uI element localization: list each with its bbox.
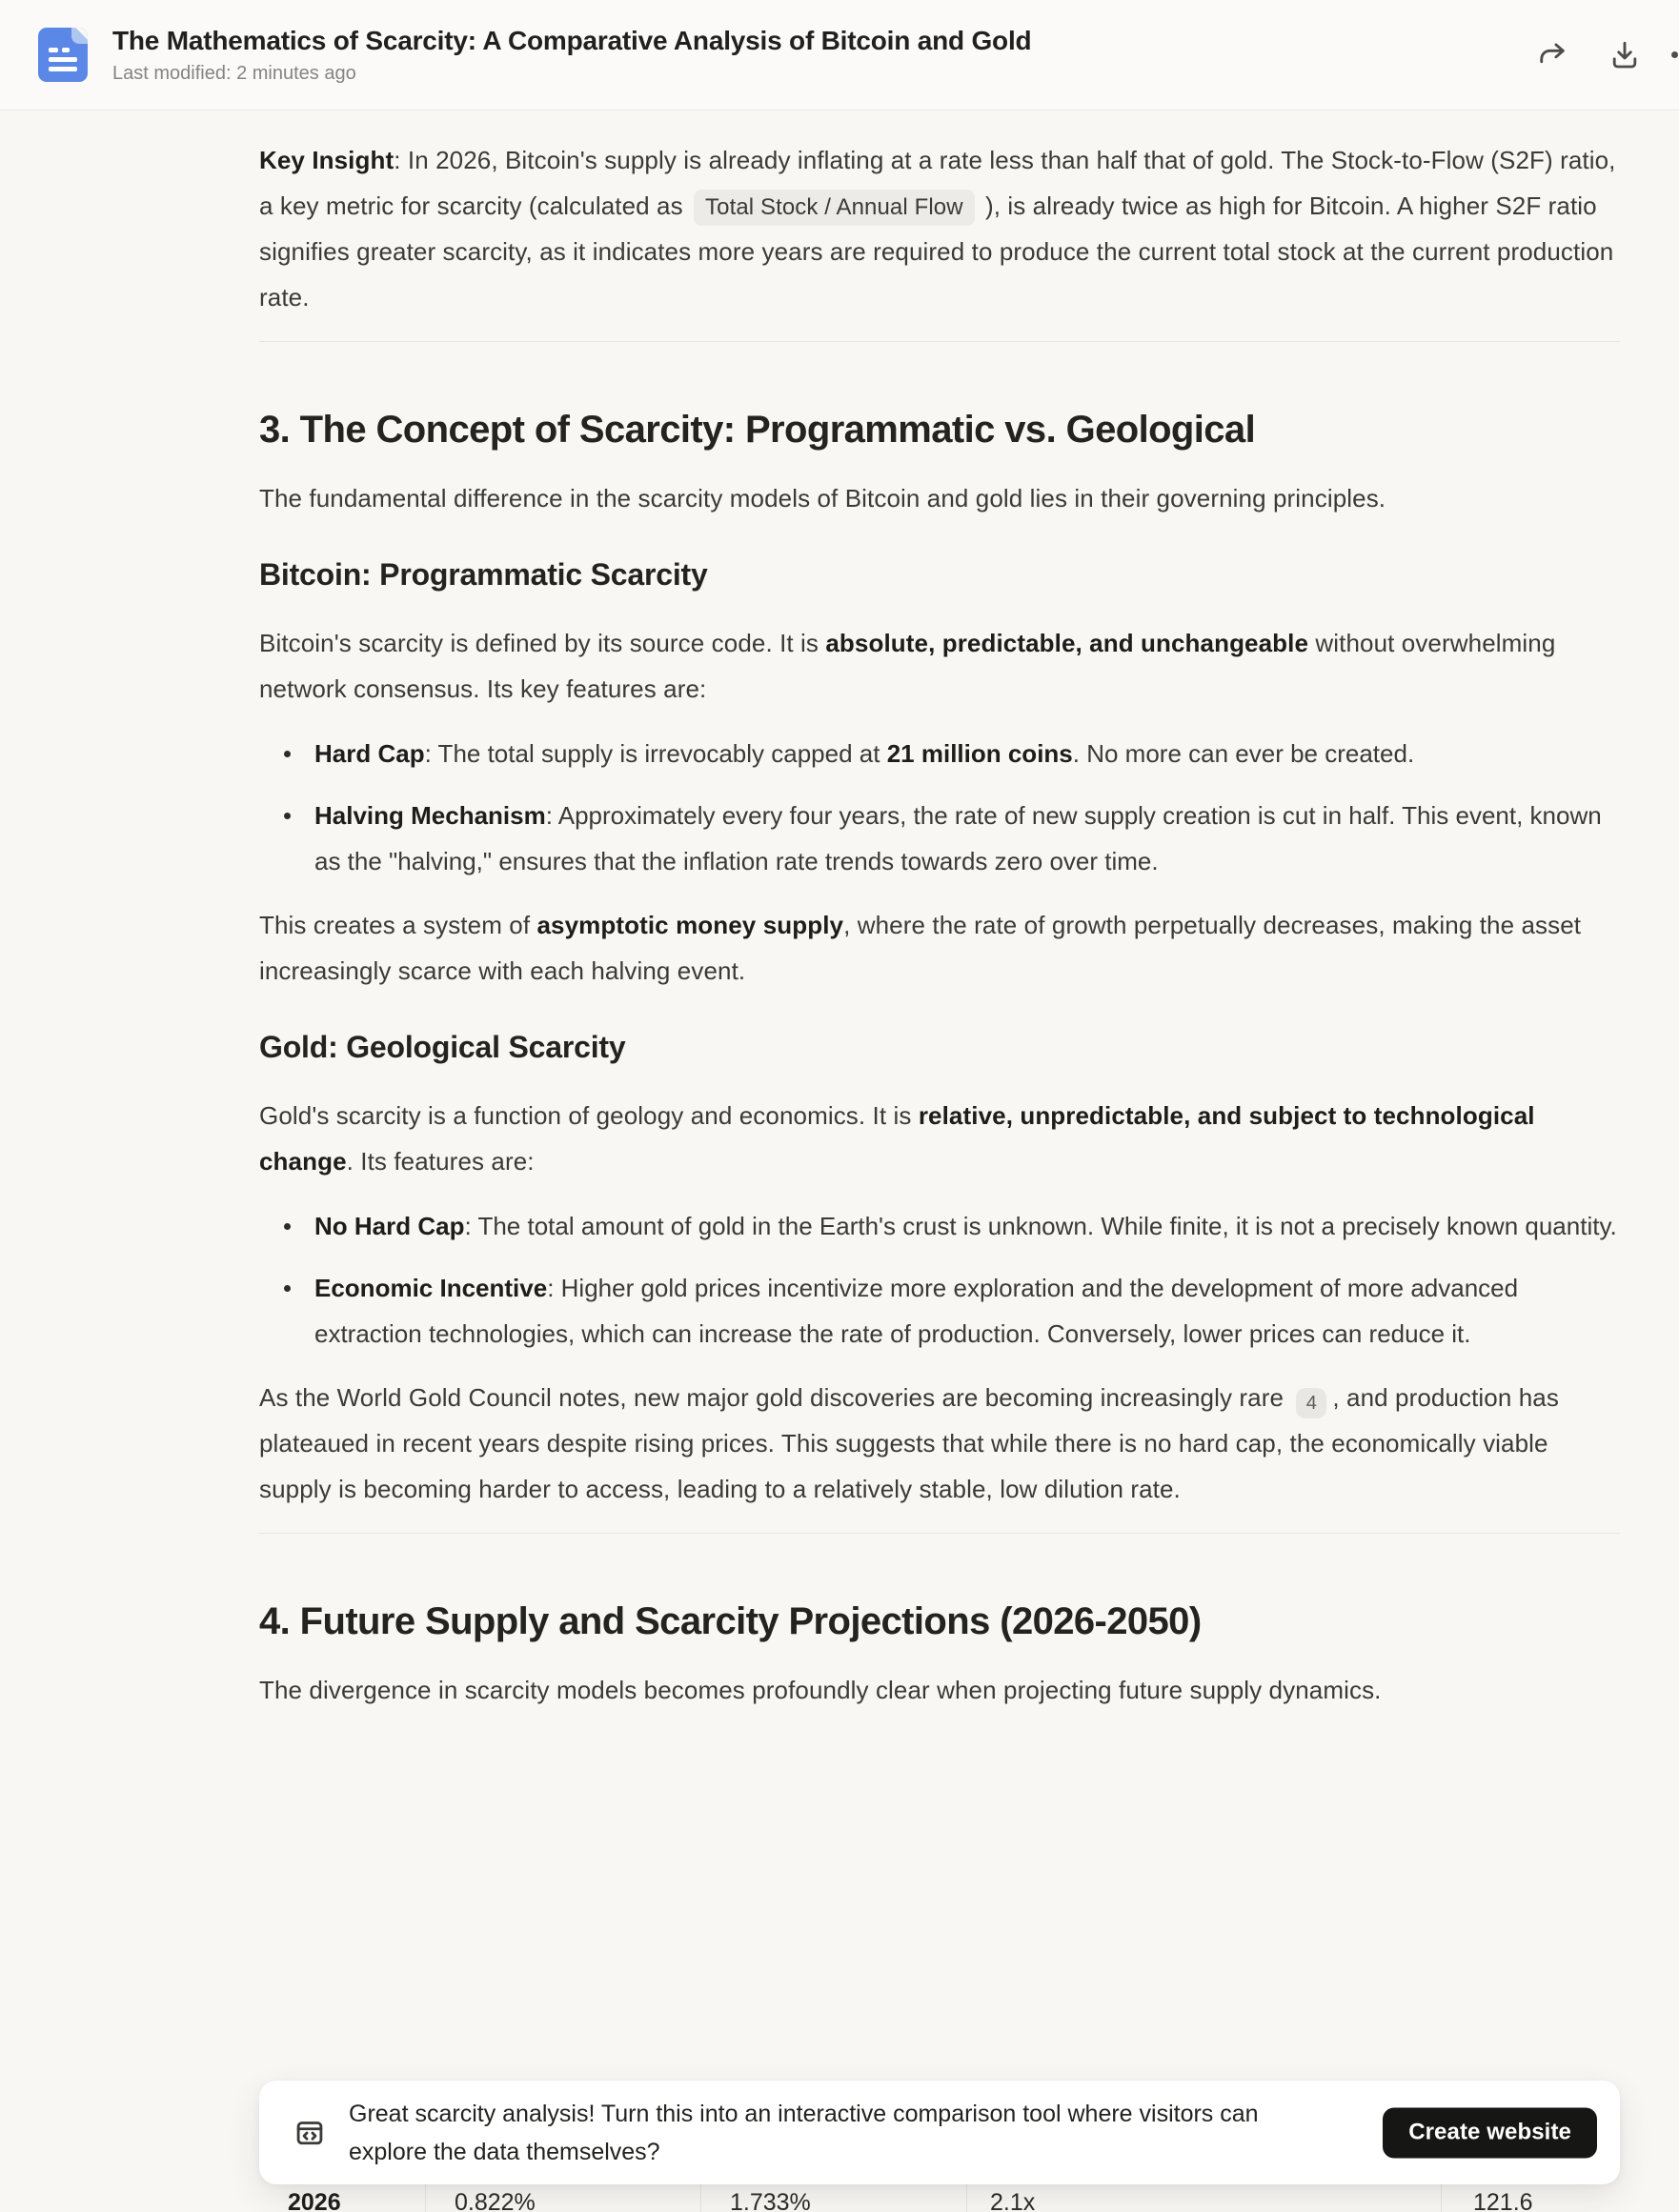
list-item: Hard Cap: The total supply is irrevocably capped at 21 million coins. No more can ever be created. — [259, 731, 1620, 776]
suggestion-banner — [259, 2081, 1620, 2184]
list-item: Economic Incentive: Higher gold prices incentivize more exploration and the development of more advanced extraction technologies, which can increase the rate of production. Conversely, lower prices can reduce it. — [259, 1265, 1620, 1357]
header-actions — [1534, 0, 1679, 110]
document-icon — [38, 28, 88, 82]
section-divider — [259, 341, 1620, 342]
bitcoin-outro: This creates a system of asymptotic money supply, where the rate of growth perpetually decreases, making the asset increasingly scarce with each halving event. — [259, 911, 1582, 985]
section-divider — [259, 1533, 1620, 1534]
bitcoin-subheading: Bitcoin: Programmatic Scarcity — [259, 557, 708, 592]
more-menu-icon[interactable] — [1671, 37, 1679, 73]
document-icon-fold — [71, 28, 88, 44]
list-item: No Hard Cap: The total amount of gold in the Earth's crust is unknown. While finite, it is not a precisely known quantity. — [259, 1203, 1620, 1249]
bitcoin-intro: Bitcoin's scarcity is defined by its source code. It is absolute, predictable, and unchangeable without overwhelming network consensus. Its key features are: — [259, 629, 1556, 703]
gold-outro: As the World Gold Council notes, new major gold discoveries are becoming increasingly rare 4 , and production has plateaued in recent years despite rising prices. This suggests that while there is no hard cap, the economically viable supply is becoming harder to access, leading to a relatively stable, low dilution rate. — [259, 1383, 1559, 1503]
header-titles — [112, 25, 1031, 85]
app-header — [0, 0, 1679, 111]
key-insight-paragraph: Key Insight: In 2026, Bitcoin's supply is already inflating at a rate less than half that of gold. The Stock-to-Flow (S2F) ratio, a key metric for scarcity (calculated as Total Stock / Annual Flow ), is already twice as high for Bitcoin. A higher S2F ratio signifies greater scarcity, as it indicates more years are required to produce the current total stock at the current production rate. — [259, 146, 1616, 312]
section-3-heading: 3. The Concept of Scarcity: Programmatic vs. Geological — [259, 409, 1256, 451]
suggestion-message: Great scarcity analysis! Turn this into an interactive comparison tool where visitors can explore the data themselves? — [349, 2100, 1259, 2165]
section-4-heading: 4. Future Supply and Scarcity Projections (2026-2050) — [259, 1600, 1202, 1642]
gold-feature-list — [259, 1203, 1620, 1357]
bitcoin-feature-list — [259, 731, 1620, 884]
last-modified-label: Last modified: 2 minutes ago — [112, 63, 356, 84]
create-website-button[interactable]: Create website — [1383, 2107, 1597, 2158]
gold-subheading: Gold: Geological Scarcity — [259, 1030, 626, 1064]
document-body — [0, 111, 1679, 1713]
document-title: The Mathematics of Scarcity: A Comparative Analysis of Bitcoin and Gold — [112, 26, 1032, 55]
section-3-intro: The fundamental difference in the scarcity models of Bitcoin and gold lies in their governing principles. — [259, 484, 1386, 513]
table-cell-gold-inflation: 1.733% — [700, 2162, 966, 2212]
code-window-icon — [293, 2117, 326, 2149]
table-cell-bitcoin-s2f: 121.6 — [1441, 2162, 1620, 2212]
table-cell-scarcity-multiple: 2.1x — [966, 2162, 1441, 2212]
list-item: Halving Mechanism: Approximately every four years, the rate of new supply creation is cut in half. This event, known as the "halving," ensures that the inflation rate trends towards zero over time. — [259, 793, 1620, 884]
table-cell-bitcoin-inflation: 0.822% — [425, 2162, 700, 2212]
table-cell-year: 2026 — [288, 2189, 341, 2212]
gold-intro: Gold's scarcity is a function of geology and economics. It is relative, unpredictable, and subject to technological change. Its features are: — [259, 1101, 1535, 1176]
section-4-intro: The divergence in scarcity models becomes profoundly clear when projecting future supply dynamics. — [259, 1676, 1382, 1704]
share-icon[interactable] — [1534, 37, 1570, 73]
download-icon[interactable] — [1607, 37, 1643, 73]
